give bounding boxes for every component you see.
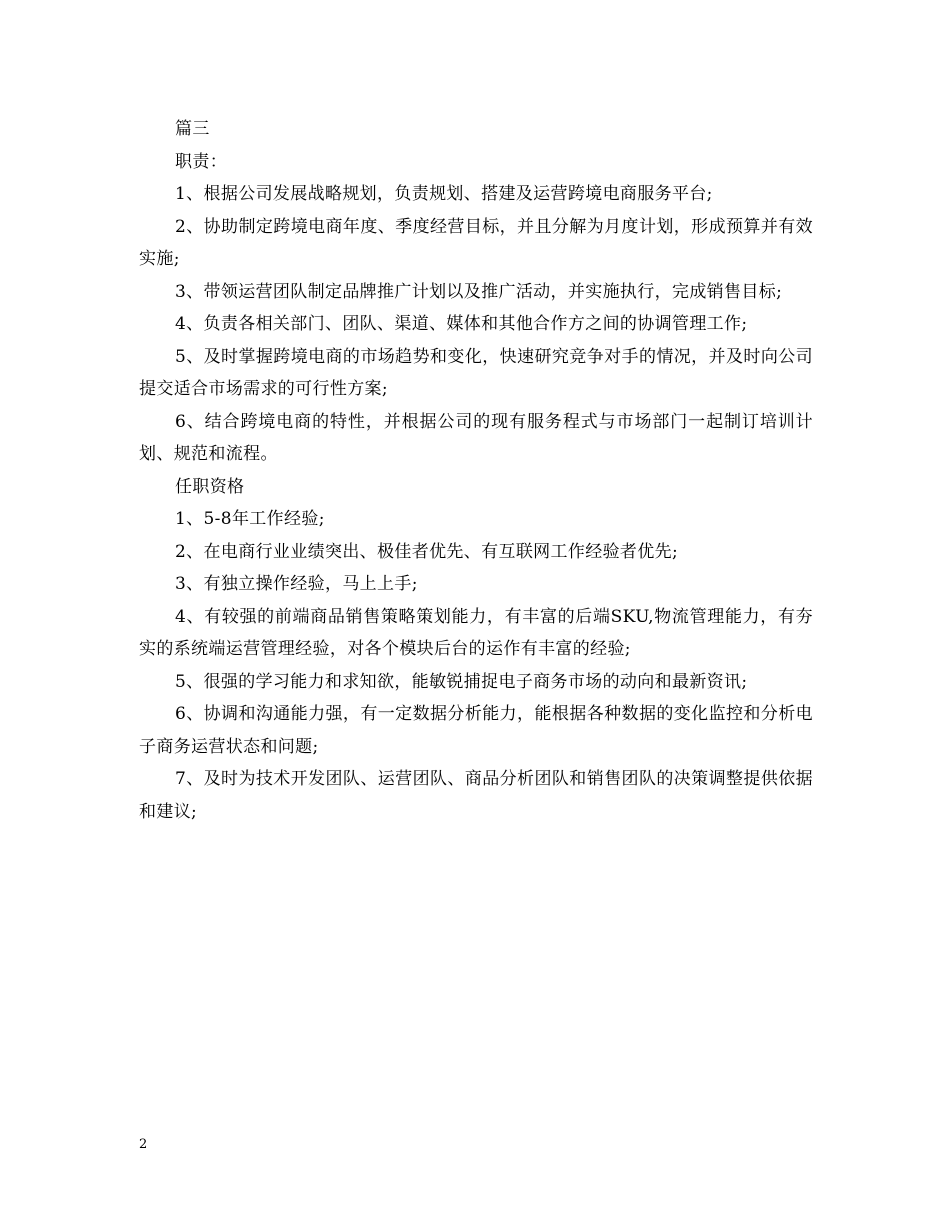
duty-item-4: 4、负责各相关部门、团队、渠道、媒体和其他合作方之间的协调管理工作; bbox=[175, 314, 748, 334]
qualifications-heading: 任职资格 bbox=[175, 476, 245, 497]
duties-heading: 职责： bbox=[175, 151, 228, 172]
duty-item-6: 6、结合跨境电商的特性，并根据公司的现有服务程式与市场部门一起制订培训计划、规范和流程。 bbox=[139, 411, 813, 464]
qualification-item-5: 5、很强的学习能力和求知欲，能敏锐捕捉电子商务市场的动向和最新资讯; bbox=[175, 671, 748, 692]
duty-item-3: 3、带领运营团队制定品牌推广计划以及推广活动，并实施执行，完成销售目标; bbox=[175, 281, 783, 302]
qualification-item-4: 4、有较强的前端商品销售策略策划能力，有丰富的后端SKU,物流管理能力，有夯实的系统端运营管理经验，对各个模块后台的运作有丰富的经验; bbox=[139, 606, 813, 659]
duty-item-5: 5、及时掌握跨境电商的市场趋势和变化，快速研究竞争对手的情况，并及时向公司提交适合市场需求的可行性方案; bbox=[139, 346, 813, 399]
section-heading: 篇三 bbox=[175, 119, 210, 139]
page-number: 2 bbox=[139, 1137, 148, 1152]
qualification-item-2: 2、在电商行业业绩突出、极佳者优先、有互联网工作经验者优先; bbox=[175, 541, 679, 562]
qualification-item-3: 3、有独立操作经验，马上上手; bbox=[175, 574, 418, 594]
document-body bbox=[139, 113, 813, 828]
duty-item-1: 1、根据公司发展战略规划，负责规划、搭建及运营跨境电商服务平台; bbox=[175, 184, 713, 204]
qualification-item-6: 6、协调和沟通能力强，有一定数据分析能力，能根据各种数据的变化监控和分析电子商务运营状态和问题; bbox=[139, 704, 813, 757]
qualification-item-7: 7、及时为技术开发团队、运营团队、商品分析团队和销售团队的决策调整提供依据和建议; bbox=[139, 769, 813, 822]
qualification-item-1: 1、5-8年工作经验; bbox=[175, 509, 325, 529]
duty-item-2: 2、协助制定跨境电商年度、季度经营目标，并且分解为月度计划，形成预算并有效实施; bbox=[139, 216, 813, 269]
